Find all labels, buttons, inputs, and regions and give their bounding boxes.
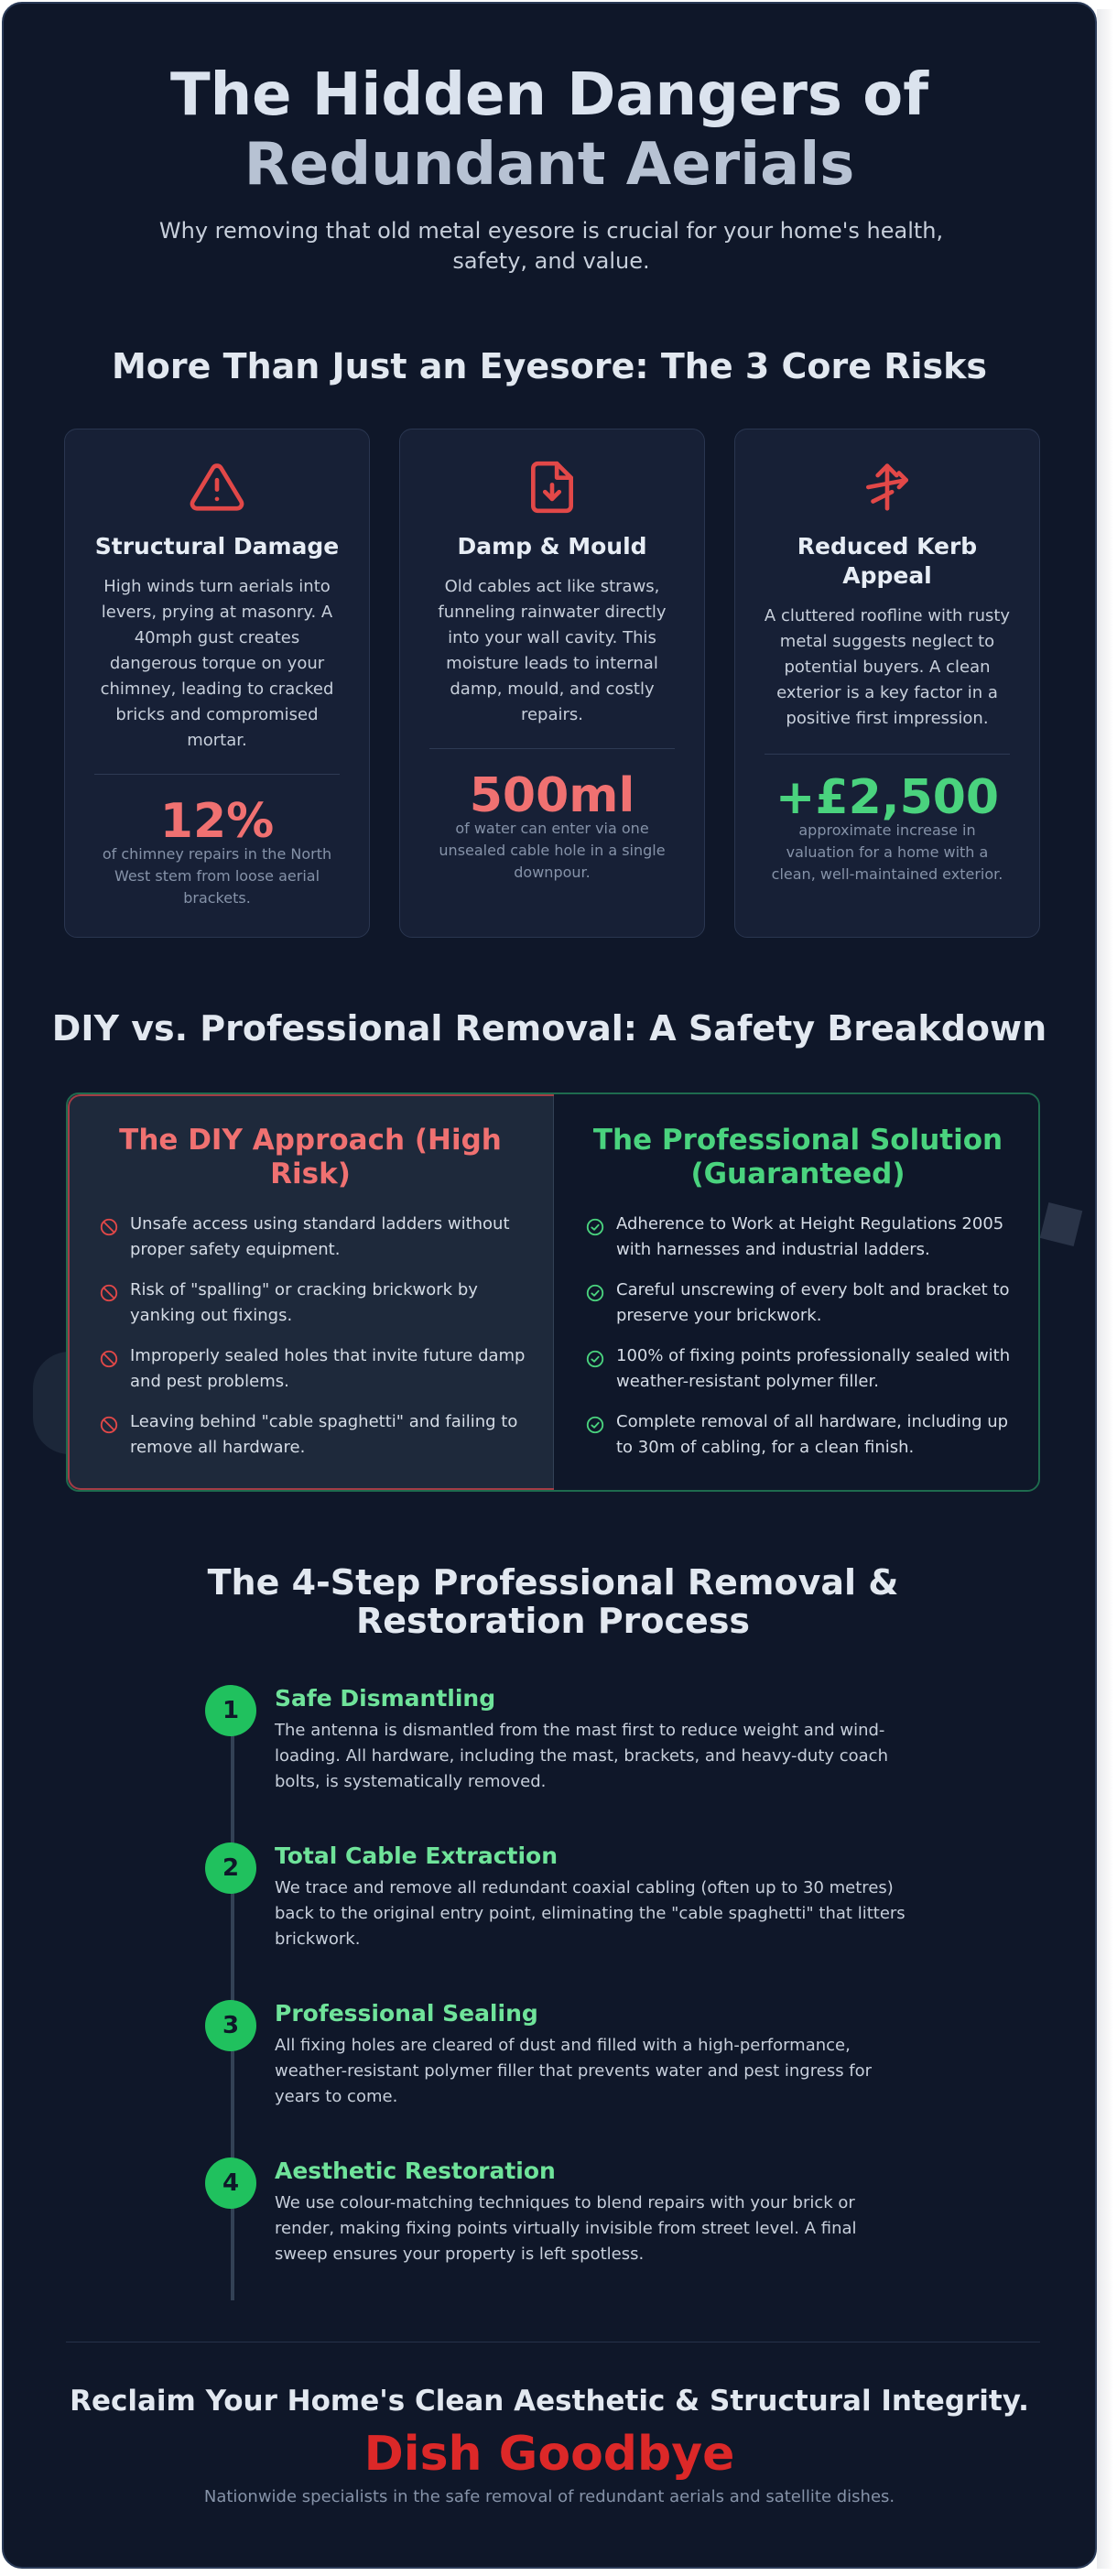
step-number: 2 [205,1842,256,1894]
pro-item: Complete removal of all hardware, including up to 30m of cabling, for a clean finish. [585,1409,1014,1461]
step-number: 4 [205,2158,256,2209]
warning-triangle-icon [65,459,369,516]
risk-title: Damp & Mould [457,533,647,560]
step-title: Safe Dismantling [275,1685,496,1712]
diy-item: Risk of "spalling" or cracking brickwork by yanking out fixings. [99,1277,526,1329]
step-text: All fixing holes are cleared of dust and filled with a high-performance, weather-resistant polymer filler that prevents water and pest ingress for years to come. [275,2036,873,2106]
file-download-icon [400,459,704,516]
risk-stat-note: of chimney repairs in the North West stem from loose aerial brackets. [102,845,332,907]
risk-stat: 500ml [469,768,635,823]
diy-item: Leaving behind "cable spaghetti" and failing to remove all hardware. [99,1409,526,1461]
risk-card-damp [399,429,705,938]
check-circle-icon [585,1415,605,1435]
step-text: We use colour-matching techniques to blend repairs with your brick or render, making fixing points virtually invisible from street level. A final sweep ensures your property is left spotless. [275,2193,857,2264]
diy-item: Unsafe access using standard ladders without proper safety equipment. [99,1212,526,1263]
page-title [4,60,1095,200]
step-text: The antenna is dismantled from the mast first to reduce weight and wind-loading. All hardware, including the mast, brackets, and heavy-duty coach bolts, is systematically removed. [275,1721,888,1791]
title-line-1: The Hidden Dangers of [169,61,929,129]
risk-description: A cluttered roofline with rusty metal suggests neglect to potential buyers. A clean exterior is a key factor in a positive first impression. [764,606,1011,728]
risk-stat-note: approximate increase in valuation for a home with a clean, well-maintained exterior. [771,821,1003,883]
pro-item: Adherence to Work at Height Regulations 2005 with harnesses and industrial ladders. [585,1212,1014,1263]
page-subtitle: Why removing that old metal eyesore is crucial for your home's health, safety, and value. [158,218,944,274]
pro-title: The Professional Solution (Guaranteed) [592,1124,1003,1190]
pro-item: 100% of fixing points professionally sealed with weather-resistant polymer filler. [585,1343,1014,1395]
comparison-heading: DIY vs. Professional Removal: A Safety Breakdown [51,1008,1047,1049]
brand-name: Dish Goodbye [363,2427,735,2482]
risk-title: Reduced Kerb Appeal [797,533,978,589]
infographic [2,2,1097,2569]
comparison-table [66,1092,1040,1492]
diy-border [68,1094,554,1490]
diy-title: The DIY Approach (High Risk) [119,1124,502,1190]
check-circle-icon [585,1217,605,1237]
step-text: We trace and remove all redundant coaxial cabling (often up to 30 metres) back to the original entry point, eliminating the "cable spaghetti" that litters brickwork. [275,1878,906,1949]
risk-card-structural [64,429,370,938]
process-heading: The 4-Step Professional Removal & Restoration Process [207,1562,899,1641]
step-number: 3 [205,2000,256,2051]
risk-stat: 12% [159,794,275,849]
title-line-2: Redundant Aerials [244,131,855,199]
page-shadow [1097,9,1113,2569]
check-circle-icon [585,1349,605,1369]
signpost-icon [735,459,1039,516]
footer-heading: Reclaim Your Home's Clean Aesthetic & Structural Integrity. [70,2385,1029,2418]
check-circle-icon [585,1283,605,1303]
footer-tagline: Nationwide specialists in the safe removal of redundant aerials and satellite dishes. [203,2487,895,2506]
step-title: Total Cable Extraction [275,1842,558,1869]
pro-item: Careful unscrewing of every bolt and bracket to preserve your brickwork. [585,1277,1014,1329]
step-number: 1 [205,1685,256,1736]
diy-item: Improperly sealed holes that invite future damp and pest problems. [99,1343,526,1395]
risk-stat: +£2,500 [775,770,1000,825]
risk-stat-note: of water can enter via one unsealed cable hole in a single downpour. [439,820,666,881]
decorative-shape [1040,1202,1083,1246]
risk-description: Old cables act like straws, funneling rainwater directly into your wall cavity. This moisture leads to internal damp, mould, and costly repairs. [438,577,667,724]
risk-card-kerb-appeal [734,429,1040,938]
divider [429,748,675,749]
risks-heading: More Than Just an Eyesore: The 3 Core Risks [111,346,988,386]
risk-description: High winds turn aerials into levers, prying at masonry. A 40mph gust creates dangerous torque on your chimney, leading to cracked bricks and compromised mortar. [100,577,334,750]
step-title: Professional Sealing [275,2000,538,2027]
pro-column [554,1094,1040,1490]
divider [94,774,340,775]
pro-list [585,1212,1014,1475]
risk-title: Structural Damage [94,533,340,560]
step-title: Aesthetic Restoration [275,2158,556,2184]
divider [765,754,1010,755]
